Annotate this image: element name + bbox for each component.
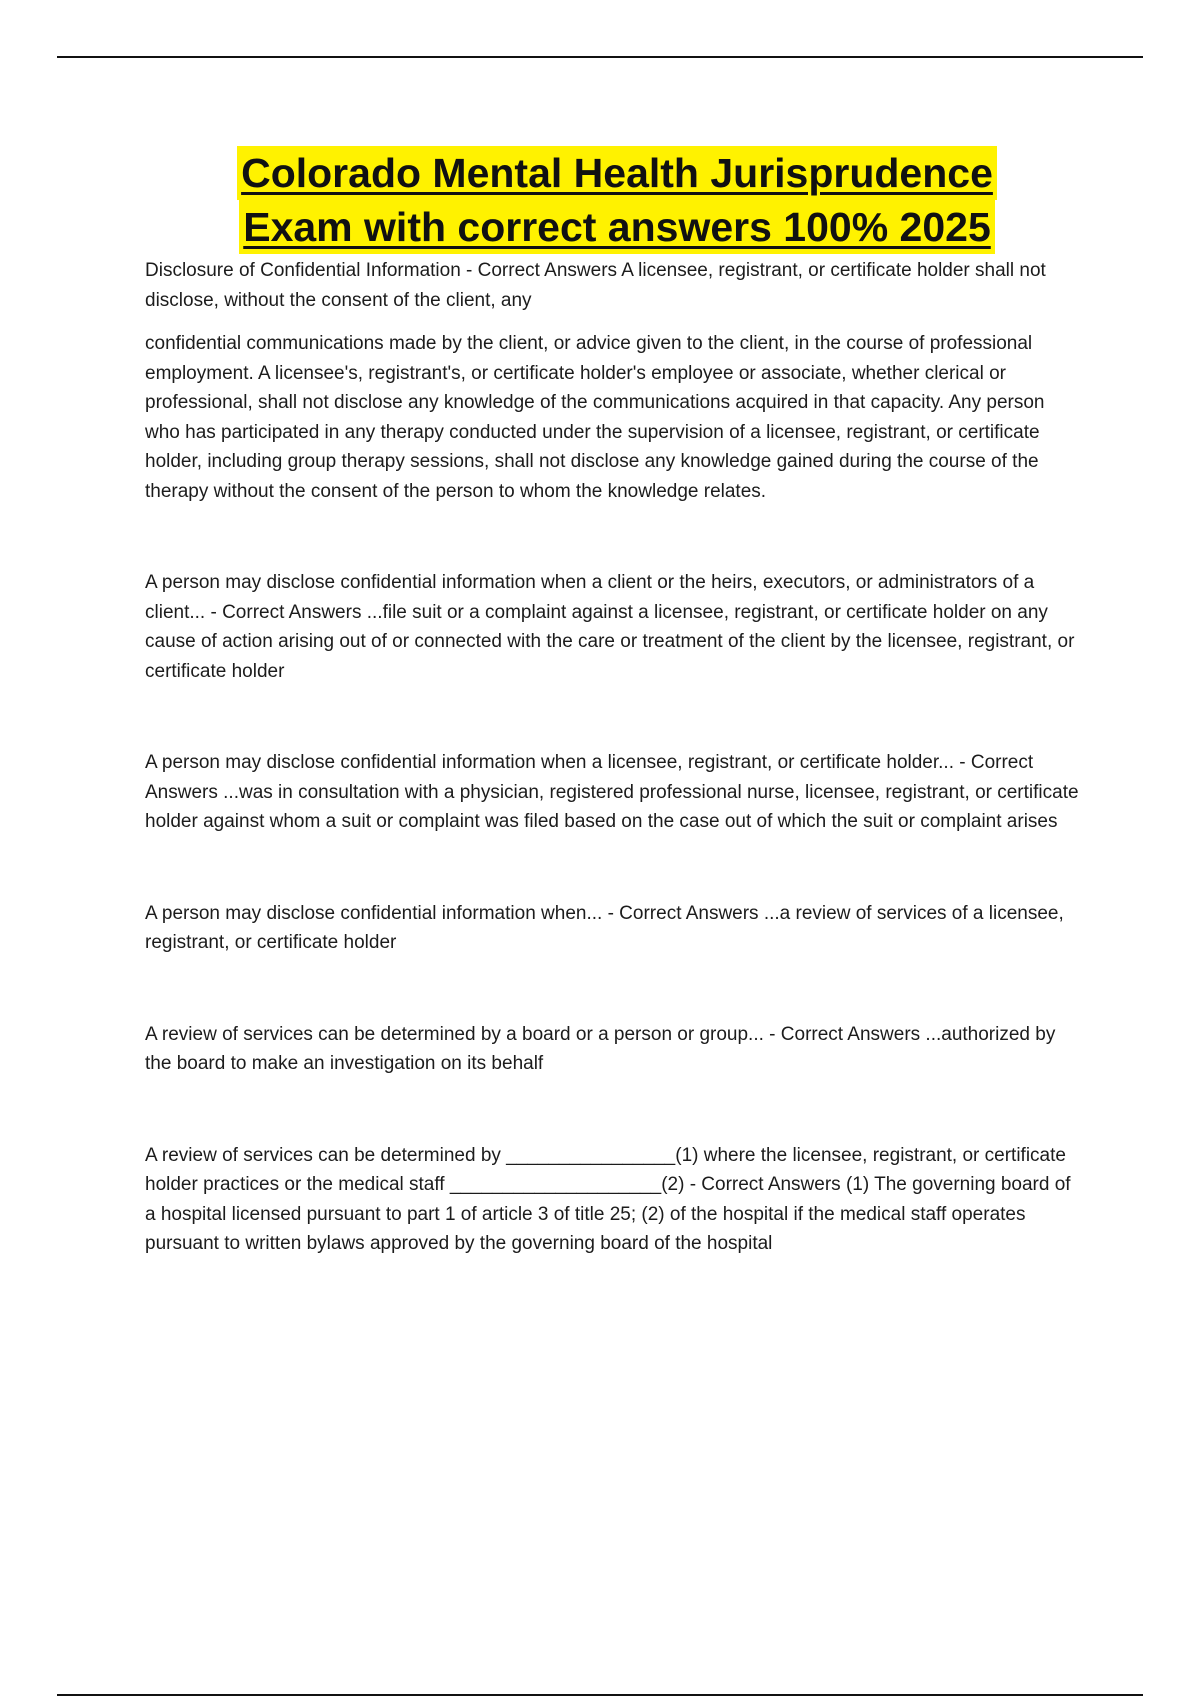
paragraph: confidential communications made by the client, or advice given to the client, in the course of professional employment. A licensee's, registrant's, or certificate holder's employee or associate, whether clerical or professional, shall not disclose any knowledge of the communications acquired in that capacity. Any person who has participated in any therapy conducted under the supervision of a licensee, registrant, or certificate holder, including group therapy sessions, shall not disclose any knowledge gained during the course of the therapy without the consent of the person to whom the knowledge relates. (145, 333, 1045, 502)
document-body (145, 256, 1080, 1259)
bottom-rule (57, 1694, 1143, 1696)
paragraph: A person may disclose confidential information when a licensee, registrant, or certificate holder... - Correct Answers ...was in consultation with a physician, registered professional nurse, licensee, registrant, or certificate holder against whom a suit or complaint was filed based on the case out of which the suit or complaint arises (145, 752, 1079, 832)
document-title (172, 146, 1062, 254)
title-line-2: Exam with correct answers 100% 2025 (239, 200, 995, 254)
paragraph: A person may disclose confidential information when... - Correct Answers ...a review of services of a licensee, registrant, or certificate holder (145, 902, 1064, 953)
paragraph: A review of services can be determined by ________________(1) where the licensee, registrant, or certificate holder practices or the medical staff ____________________(2) - Correct Answers (1) The governing board of a hospital licensed pursuant to part 1 of article 3 of title 25; (2) of the hospital if the medical staff operates pursuant to written bylaws approved by the governing board of the hospital (145, 1144, 1071, 1254)
paragraph: A review of services can be determined by a board or a person or group... - Correct Answers ...authorized by the board to make an investigation on its behalf (145, 1023, 1056, 1074)
paragraph: A person may disclose confidential information when a client or the heirs, executors, or administrators of a client... - Correct Answers ...file suit or a complaint against a licensee, registrant, or certificate holder on any cause of action arising out of or connected with the care or treatment of the client by the licensee, registrant, or certificate holder (145, 572, 1075, 682)
paragraph: Disclosure of Confidential Information - Correct Answers A licensee, registrant, or certificate holder shall not disclose, without the consent of the client, any (145, 260, 1046, 311)
title-line-1: Colorado Mental Health Jurisprudence (237, 146, 997, 200)
top-rule (57, 56, 1143, 58)
